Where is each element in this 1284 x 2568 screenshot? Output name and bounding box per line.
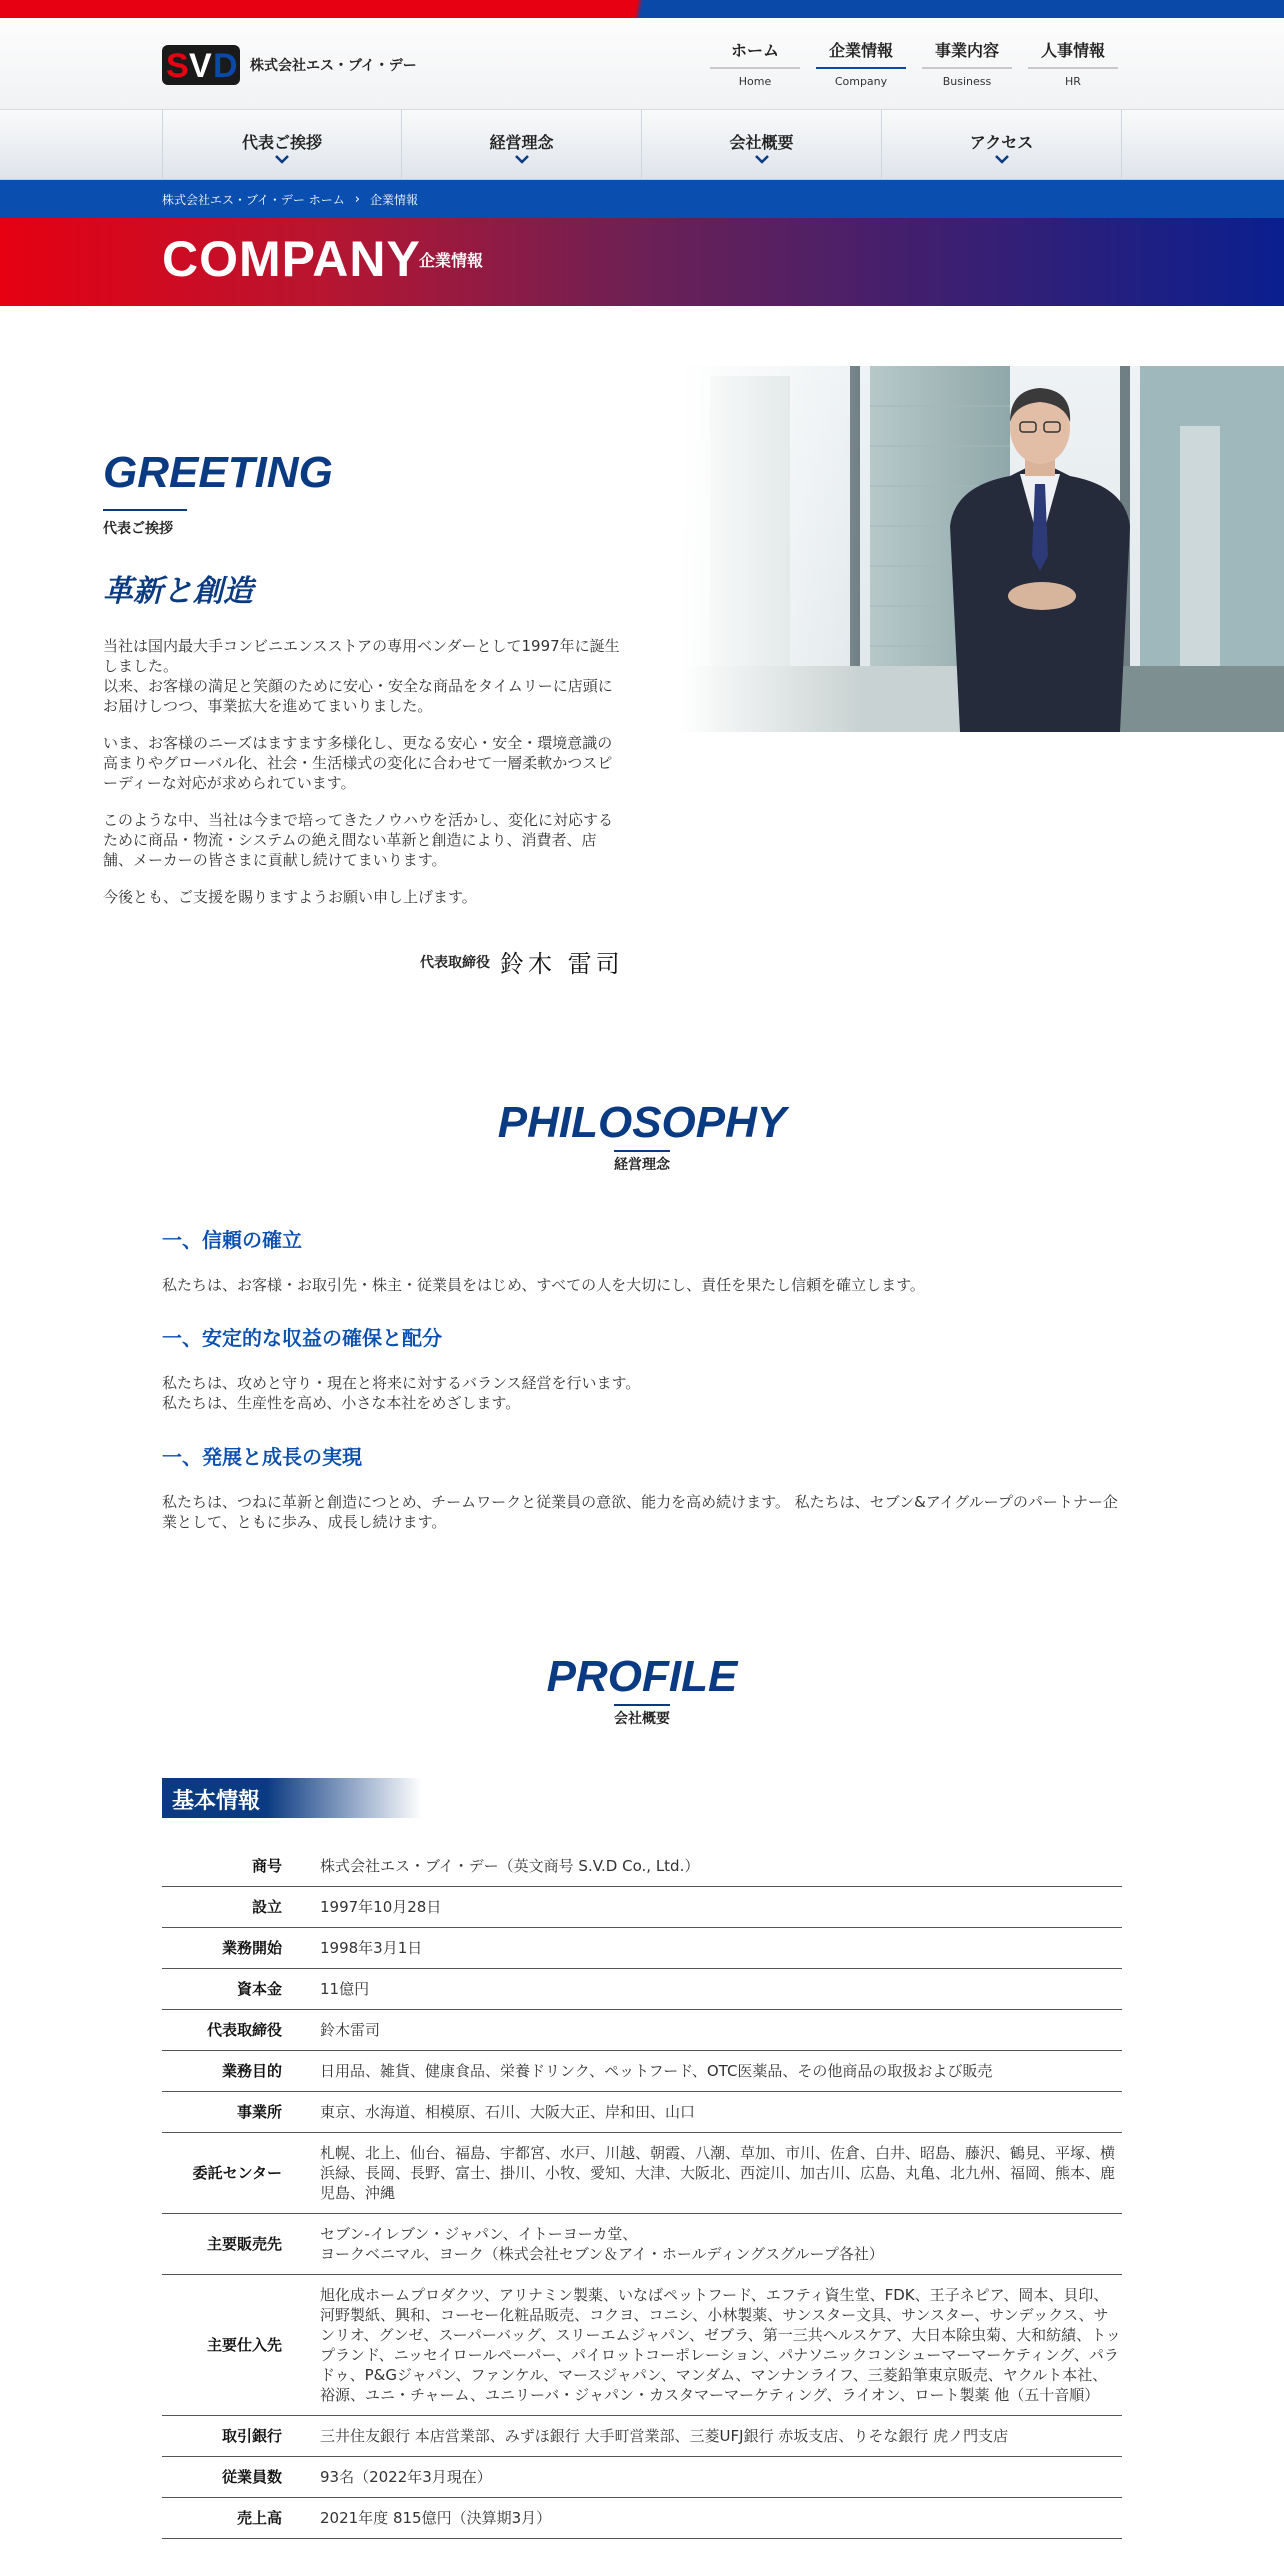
row-label: 商号 <box>162 1846 282 1887</box>
table-row <box>162 2275 1122 2416</box>
chevron-down-icon <box>274 154 290 164</box>
philosophy-subtitle: 経営理念 <box>614 1157 670 1173</box>
greeting-paragraph: 今後とも、ご支援を賜りますようお願い申し上げます。 <box>103 888 477 906</box>
row-label: 取引銀行 <box>162 2416 282 2457</box>
top-nav-label: 企業情報 <box>816 38 906 69</box>
top-nav-hr[interactable] <box>1020 38 1126 88</box>
section-nav-label: 経営理念 <box>489 133 554 152</box>
top-nav-sub: Company <box>834 75 888 88</box>
row-value: 1998年3月1日 <box>282 1928 1122 1969</box>
svg-text:V: V <box>189 47 212 85</box>
row-label: 主要仕入先 <box>162 2275 282 2416</box>
table-row <box>162 1846 1122 1887</box>
row-value: 旭化成ホームプロダクツ、アリナミン製薬、いなばペットフード、エフティ資生堂、FDK、王子ネピア、岡本、貝印、河野製紙、興和、コーセー化粧品販売、コクヨ、コニシ、小林製薬、サンスター文具、サンスター、サンデックス、サンリオ、グンゼ、スーパーバッグ、スリーエムジャパン、ゼブラ、第一三共ヘルスケア、大日本除虫菊、大和紡績、トップランド、ニッセイロールペーパー、パイロットコーポレーション、パナソニックコンシューマーマーケティング、パラドゥ、P&Gジャパン、ファンケル、マースジャパン、マンダム、マンナンライフ、三菱鉛筆東京販売、ヤクルト本社、裕源、ユニ・チャーム、ユニリーバ・ジャパン・カスタマーマーケティング、ライオン、ロート製薬 他（五十音順） <box>282 2275 1122 2416</box>
philosophy-item <box>162 1441 1122 1532</box>
site-header <box>0 18 1284 110</box>
table-row <box>162 1928 1122 1969</box>
chevron-down-icon <box>754 154 770 164</box>
section-nav <box>0 110 1284 180</box>
row-label: 代表取締役 <box>162 2010 282 2051</box>
page-hero-banner <box>0 218 1284 306</box>
row-value: 93名（2022年3月現在） <box>282 2457 1122 2498</box>
table-row <box>162 1969 1122 2010</box>
top-nav-business[interactable] <box>914 38 1020 88</box>
row-label: 設立 <box>162 1887 282 1928</box>
top-nav-home[interactable] <box>702 38 808 88</box>
row-value: 11億円 <box>282 1969 1122 2010</box>
top-nav-company[interactable] <box>808 38 914 88</box>
row-label: 業務開始 <box>162 1928 282 1969</box>
philosophy-text: 私たちは、つねに革新と創造につとめ、チームワークと従業員の意欲、能力を高め続けます。 私たちは、セブン&アイグループのパートナー企業として、ともに歩み、成長し続けます。 <box>162 1493 1118 1531</box>
greeting-title: GREETING <box>103 448 333 497</box>
section-nav-philosophy[interactable] <box>402 110 642 180</box>
section-nav-profile[interactable] <box>642 110 882 180</box>
philosophy-item <box>162 1322 1122 1413</box>
greeting-paragraph: いま、お客様のニーズはますます多様化し、更なる安心・安全・環境意識の高まりやグローバル化、社会・生活様式の変化に合わせて一層柔軟かつスピーディーな対応が求められています。 <box>103 734 613 792</box>
section-nav-label: 会社概要 <box>729 133 794 152</box>
row-value: 鈴木雷司 <box>282 2010 1122 2051</box>
top-nav-sub: Business <box>942 75 992 88</box>
profile-subtitle: 会社概要 <box>614 1711 670 1727</box>
divider <box>103 509 187 511</box>
top-nav <box>702 38 1126 88</box>
row-value: 日用品、雑貨、健康食品、栄養ドリンク、ペットフード、OTC医薬品、その他商品の取扱および販売 <box>282 2051 1122 2092</box>
top-accent-stripe <box>0 0 1284 18</box>
chevron-down-icon <box>994 154 1010 164</box>
table-row <box>162 2092 1122 2133</box>
row-value: 札幌、北上、仙台、福島、宇都宮、水戸、川越、朝霞、八潮、草加、市川、佐倉、白井、昭島、藤沢、鶴見、平塚、横浜緑、長岡、長野、富士、掛川、小牧、愛知、大津、大阪北、西淀川、加古川、広島、丸亀、北九州、福岡、熊本、鹿児島、沖縄 <box>282 2133 1122 2214</box>
section-nav-label: アクセス <box>969 133 1034 152</box>
president-photo <box>680 366 1284 732</box>
breadcrumb-separator-icon: › <box>354 192 360 207</box>
row-value: セブン-イレブン・ジャパン、イトーヨーカ堂、 ヨークベニマル、ヨーク（株式会社セブン＆アイ・ホールディングスグループ各社） <box>282 2214 1122 2275</box>
table-row <box>162 2457 1122 2498</box>
philosophy-text: 私たちは、攻めと守り・現在と将来に対するバランス経営を行います。 私たちは、生産性を高め、小さな本社をめざします。 <box>162 1374 641 1412</box>
row-label: 業務目的 <box>162 2051 282 2092</box>
greeting-subtitle: 代表ご挨拶 <box>103 521 173 537</box>
svg-text:D: D <box>213 47 238 85</box>
company-name: 株式会社エス・ブイ・デー <box>250 58 417 74</box>
table-row <box>162 2498 1122 2539</box>
row-label: 資本金 <box>162 1969 282 2010</box>
section-nav-greeting[interactable] <box>162 110 402 180</box>
philosophy-heading: 一、信頼の確立 <box>162 1228 302 1252</box>
table-row <box>162 2051 1122 2092</box>
top-nav-sub: HR <box>1065 75 1081 88</box>
svd-logo-icon <box>162 45 240 85</box>
profile-title: PROFILE <box>546 1652 738 1701</box>
table-row <box>162 2214 1122 2275</box>
top-nav-label: 事業内容 <box>922 38 1012 69</box>
philosophy-item <box>162 1224 1122 1295</box>
breadcrumb-current: 企業情報 <box>369 193 418 207</box>
greeting-headline: 革新と創造 <box>103 574 253 609</box>
divider <box>614 1704 670 1706</box>
row-value: 株式会社エス・ブイ・デー（英文商号 S.V.D Co., Ltd.） <box>282 1846 1122 1887</box>
table-row <box>162 2416 1122 2457</box>
page-subtitle: 企業情報 <box>419 251 484 270</box>
philosophy-title: PHILOSOPHY <box>497 1098 787 1147</box>
row-label: 売上高 <box>162 2498 282 2539</box>
row-label: 主要販売先 <box>162 2214 282 2275</box>
section-nav-access[interactable] <box>882 110 1122 180</box>
row-value: 三井住友銀行 本店営業部、みずほ銀行 大手町営業部、三菱UFJ銀行 赤坂支店、りそな銀行 虎ノ門支店 <box>282 2416 1122 2457</box>
philosophy-text: 私たちは、お客様・お取引先・株主・従業員をはじめ、すべての人を大切にし、責任を果たし信頼を確立します。 <box>162 1276 925 1294</box>
top-nav-label: 人事情報 <box>1028 38 1118 69</box>
page-title: COMPANY <box>162 231 421 287</box>
row-label: 従業員数 <box>162 2457 282 2498</box>
row-label: 事業所 <box>162 2092 282 2133</box>
breadcrumb <box>0 180 1284 218</box>
greeting-paragraph: 当社は国内最大手コンビニエンスストアの専用ベンダーとして1997年に誕生しました。 以来、お客様の満足と笑顔のために安心・安全な商品をタイムリーに店頭にお届けしつつ、事業拡大を進めてまいりました。 <box>103 637 620 715</box>
signature-title: 代表取締役 <box>420 954 490 971</box>
table-row <box>162 2010 1122 2051</box>
divider <box>614 1150 670 1152</box>
top-nav-sub: Home <box>738 75 772 88</box>
logo[interactable] <box>162 45 417 85</box>
table-row <box>162 2133 1122 2214</box>
chevron-down-icon <box>514 154 530 164</box>
basic-info-label <box>162 1778 422 1818</box>
greeting-paragraph: このような中、当社は今まで培ってきたノウハウを活かし、変化に対応するために商品・物流・システムの絶え間ない革新と創造により、消費者、店舗、メーカーの皆さまに貢献し続けてまいります。 <box>103 811 614 869</box>
row-value: 2021年度 815億円（決算期3月） <box>282 2498 1122 2539</box>
signature <box>420 944 624 979</box>
philosophy-heading: 一、安定的な収益の確保と配分 <box>162 1326 442 1350</box>
signature-name: 鈴木 雷司 <box>500 950 624 978</box>
row-value: 東京、水海道、相模原、石川、大阪大正、岸和田、山口 <box>282 2092 1122 2133</box>
basic-info-label-text: 基本情報 <box>172 1789 261 1814</box>
section-nav-label: 代表ご挨拶 <box>241 133 322 152</box>
breadcrumb-home-link[interactable]: 株式会社エス・ブイ・デー ホーム <box>162 193 345 207</box>
table-row <box>162 1887 1122 1928</box>
greeting-body <box>103 636 623 924</box>
top-nav-label: ホーム <box>710 38 800 69</box>
philosophy-heading: 一、発展と成長の実現 <box>162 1445 362 1469</box>
row-value: 1997年10月28日 <box>282 1887 1122 1928</box>
row-label: 委託センター <box>162 2133 282 2214</box>
profile-table <box>162 1846 1122 2539</box>
svg-text:S: S <box>166 47 189 85</box>
